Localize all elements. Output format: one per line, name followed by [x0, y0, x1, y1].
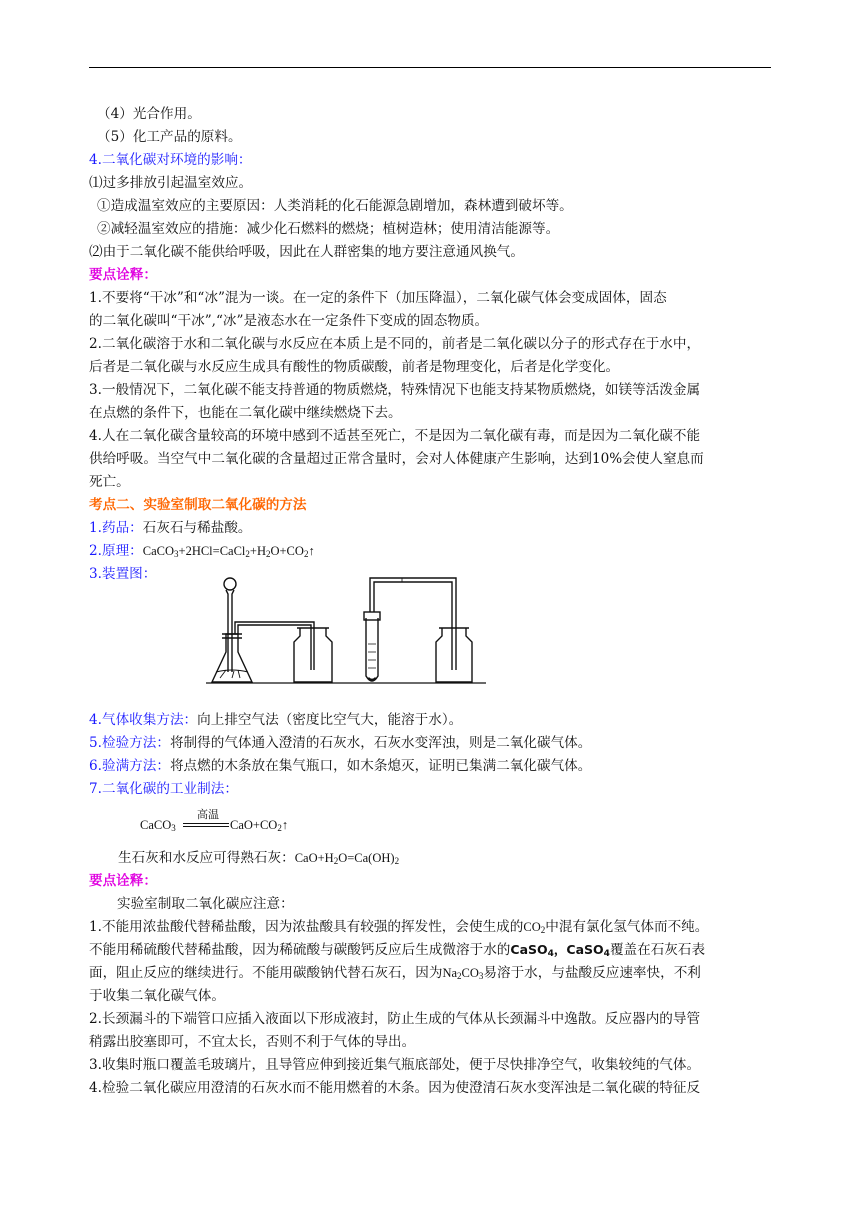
- reaction-equation: $CaO+H_2O=Ca(OH)_2$: [294, 851, 400, 866]
- item-text: 将点燃的木条放在集气瓶口，如木条熄灭，证明已集满二氧化碳气体。: [169, 758, 592, 774]
- item-7: [89, 779, 238, 799]
- text-line: 供给呼吸。当空气中二氧化碳的含量超过正常含量时，会对人体健康产生影响，达到10%会使人窒息而: [89, 451, 704, 467]
- item-label: 3.装置图：: [89, 566, 157, 582]
- text-line: 4.检验二氧化碳应用澄清的石灰水而不能用燃着的木条。因为使澄清石灰水变浑浊是二氧化碳的特征反: [89, 1080, 701, 1096]
- formula: $Na_2CO_3$: [442, 966, 484, 981]
- text-line: 死亡。: [89, 474, 130, 490]
- delivery-tube-right: [370, 578, 456, 670]
- item-label: 5.检验方法：: [89, 735, 170, 751]
- text-line: 的二氧化碳叫“干冰”,“冰”是液态水在一定条件下变成的固态物质。: [89, 313, 489, 329]
- text-line: ①造成温室效应的主要原因：人类消耗的化石能源急剧增加，森林遭到破坏等。: [97, 198, 573, 214]
- apparatus-diagram: [206, 572, 486, 690]
- text-line: 在点燃的条件下，也能在二氧化碳中继续燃烧下去。: [89, 405, 402, 421]
- text-fragment: 面，阻止反应的继续进行。不能用碳酸钠代替石灰石，因为: [89, 965, 443, 981]
- key-points-label: 要点诠释：: [89, 873, 157, 889]
- text-fragment: 中混有氯化氢气体而不纯。: [545, 919, 709, 935]
- item-label: 1.药品：: [89, 520, 143, 536]
- text-line: ⑵由于二氧化碳不能供给呼吸，因此在人群密集的地方要注意通风换气。: [89, 244, 524, 260]
- item-label: 4.气体收集方法：: [89, 712, 198, 728]
- equation-condition: 高温: [197, 808, 219, 821]
- text-fragment: 1.不能用浓盐酸代替稀盐酸，因为浓盐酸具有较强的挥发性，会使生成的: [89, 919, 524, 935]
- key-points-label: 要点诠释：: [89, 267, 157, 283]
- item-label: 6.验满方法：: [89, 758, 170, 774]
- text-line: （4）光合作用。: [97, 106, 201, 122]
- item-4: [89, 710, 462, 730]
- item-5: [89, 733, 591, 753]
- gas-jar-right: [436, 628, 472, 682]
- item-3: [89, 564, 156, 584]
- header-rule: [89, 67, 771, 68]
- text-line: 2.二氧化碳溶于水和二氧化碳与水反应在本质上是不同的，前者是二氧化碳以分子的形式存在于水中，: [89, 336, 701, 352]
- formula: $CO_2$: [523, 920, 546, 935]
- slaked-lime-line: [118, 848, 399, 868]
- text-fragment: 易溶于水，与盐酸反应速率快，不利: [483, 965, 701, 981]
- text-fragment: 不能用稀硫酸代替稀盐酸，因为稀硫酸与碳酸钙反应后生成微溶于水的: [89, 942, 511, 958]
- text-line: 后者是二氧化碳与水反应生成具有酸性的物质碳酸，前者是物理变化，后者是化学变化。: [89, 359, 620, 375]
- item-1: [89, 518, 252, 538]
- text-line: 1.不要将“干冰”和“冰”混为一谈。在一定的条件下（加压降温），二氧化碳气体会变成固体，固态: [89, 290, 667, 306]
- equation-products: $CaO+CO_2↑$: [230, 818, 289, 833]
- text-line: ②减轻温室效应的措施：减少化石燃料的燃烧；植树造林；使用清洁能源等。: [97, 221, 560, 237]
- formula: CaSO$_4$，CaSO$_4$: [510, 942, 610, 959]
- section-heading: 考点二、实验室制取二氧化碳的方法: [89, 497, 307, 513]
- text-line: [89, 940, 705, 960]
- equation-reactant: CaCO$_3$: [140, 818, 176, 833]
- text-line: 2.长颈漏斗的下端管口应插入液面以下形成液封，防止生成的气体从长颈漏斗中逸散。反应器内的导管: [89, 1011, 701, 1027]
- equation-arrow-line: [183, 823, 229, 824]
- equation-arrow-line: [183, 826, 229, 827]
- item-text: 石灰石与稀盐酸。: [142, 520, 252, 536]
- text-line: 于收集二氧化碳气体。: [89, 988, 225, 1004]
- text-line: [89, 917, 708, 937]
- item-text: 将制得的气体通入澄清的石灰水，石灰水变浑浊，则是二氧化碳气体。: [169, 735, 592, 751]
- thistle-funnel: [224, 578, 236, 672]
- text-fragment: 覆盖在石灰石表: [609, 942, 706, 958]
- text-line: （5）化工产品的原料。: [97, 129, 242, 145]
- reaction-equation: $CaCO_3+2HCl=CaCl_2+H_2O+CO_2↑$: [142, 544, 315, 559]
- gas-jar-left: [294, 628, 332, 682]
- industrial-equation: [140, 805, 440, 845]
- text-line: 实验室制取二氧化碳应注意：: [117, 896, 294, 912]
- test-tube: [364, 612, 380, 681]
- item-text: 向上排空气法（密度比空气大，能溶于水）。: [197, 712, 463, 728]
- text-line: 3.收集时瓶口覆盖毛玻璃片，且导管应伸到接近集气瓶底部处，便于尽快排净空气，收集较纯的气体。: [89, 1057, 701, 1073]
- item-label: 2.原理：: [89, 543, 143, 559]
- text-line: 稍露出胶塞即可，不宜太长，否则不利于气体的导出。: [89, 1034, 416, 1050]
- delivery-tube-left: [235, 622, 314, 670]
- item-text: 生石灰和水反应可得熟石灰：: [118, 850, 295, 866]
- item-2: [89, 541, 315, 561]
- item-label: 7.二氧化碳的工业制法：: [89, 781, 238, 797]
- item-6: [89, 756, 591, 776]
- heading-4: 4.二氧化碳对环境的影响：: [89, 152, 252, 168]
- text-line: [89, 963, 701, 983]
- text-line: ⑴过多排放引起温室效应。: [89, 175, 253, 191]
- text-line: 4.人在二氧化碳含量较高的环境中感到不适甚至死亡，不是因为二氧化碳有毒，而是因为二氧化碳不能: [89, 428, 701, 444]
- text-line: 3.一般情况下，二氧化碳不能支持普通的物质燃烧，特殊情况下也能支持某物质燃烧，如镁等活泼金属: [89, 382, 701, 398]
